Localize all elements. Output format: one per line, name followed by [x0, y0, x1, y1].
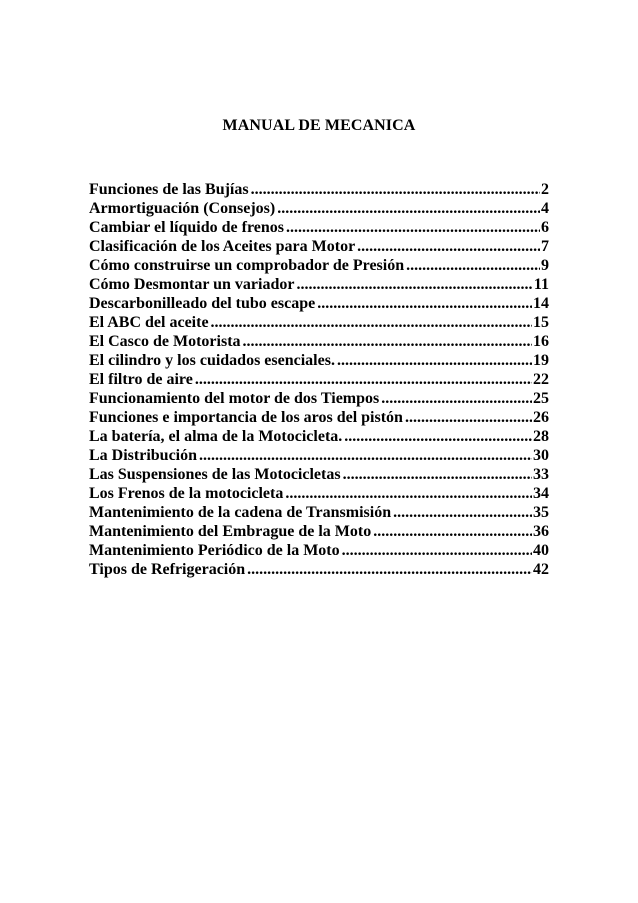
toc-entry-page: 25 [533, 390, 549, 407]
document-title: MANUAL DE MECANICA [222, 117, 416, 134]
toc-dot-leader [243, 332, 532, 351]
toc-entry-page: 11 [533, 276, 549, 293]
toc-entry-title: Clasificación de los Aceites para Motor [89, 238, 356, 255]
toc-entry[interactable] [89, 408, 549, 427]
toc-entry-page: 35 [533, 504, 549, 521]
toc-entry-page: 9 [541, 257, 549, 274]
toc-entry-title: Funcionamiento del motor de dos Tiempos [89, 390, 380, 407]
toc-dot-leader [337, 351, 532, 370]
toc-entry-page: 14 [533, 295, 549, 312]
toc-dot-leader [344, 427, 532, 446]
toc-entry[interactable] [89, 180, 549, 199]
toc-entry[interactable] [89, 313, 549, 332]
toc-entry[interactable] [89, 237, 549, 256]
toc-entry[interactable] [89, 484, 549, 503]
toc-entry[interactable] [89, 522, 549, 541]
toc-dot-leader [195, 370, 532, 389]
toc-entry-page: 28 [533, 428, 549, 445]
toc-entry-page: 42 [533, 561, 549, 578]
toc-entry[interactable] [89, 465, 549, 484]
toc-dot-leader [199, 446, 532, 465]
toc-entry[interactable] [89, 332, 549, 351]
toc-entry[interactable] [89, 427, 549, 446]
toc-entry-page: 19 [533, 352, 549, 369]
toc-entry[interactable] [89, 256, 549, 275]
toc-dot-leader [357, 237, 540, 256]
toc-entry-page: 34 [533, 485, 549, 502]
toc-entry[interactable] [89, 294, 549, 313]
toc-entry-page: 2 [541, 181, 549, 198]
toc-dot-leader [251, 180, 540, 199]
toc-dot-leader [247, 560, 532, 579]
toc-dot-leader [296, 275, 532, 294]
toc-dot-leader [211, 313, 532, 332]
toc-entry-page: 15 [533, 314, 549, 331]
toc-dot-leader [381, 389, 532, 408]
toc-entry-page: 36 [533, 523, 549, 540]
toc-entry[interactable] [89, 199, 549, 218]
toc-entry-page: 26 [533, 409, 549, 426]
toc-entry-title: El filtro de aire [89, 371, 193, 388]
toc-entry-title: Armortiguación (Consejos) [89, 200, 276, 217]
toc-entry-page: 40 [533, 542, 549, 559]
toc-entry-title: Cambiar el líquido de frenos [89, 219, 284, 236]
toc-entry-page: 16 [533, 333, 549, 350]
toc-entry-title: Mantenimiento de la cadena de Transmisión [89, 504, 392, 521]
toc-entry-title: Descarbonilleado del tubo escape [89, 295, 316, 312]
toc-entry-title: El Casco de Motorista [89, 333, 241, 350]
toc-entry-page: 33 [533, 466, 549, 483]
toc-entry-page: 22 [533, 371, 549, 388]
toc-entry-title: Funciones e importancia de los aros del pistón [89, 409, 403, 426]
toc-dot-leader [277, 199, 540, 218]
toc-entry-title: Mantenimiento del Embrague de la Moto [89, 523, 372, 540]
toc-dot-leader [393, 503, 532, 522]
toc-entry-title: Los Frenos de la motocicleta [89, 485, 284, 502]
toc-entry-page: 4 [541, 200, 549, 217]
toc-entry-page: 30 [533, 447, 549, 464]
toc-entry[interactable] [89, 446, 549, 465]
toc-entry-title: Tipos de Refrigeración [89, 561, 246, 578]
toc-entry-title: Cómo Desmontar un variador [89, 276, 295, 293]
toc-entry-title: El ABC del aceite [89, 314, 209, 331]
toc-entry[interactable] [89, 560, 549, 579]
toc-entry[interactable] [89, 370, 549, 389]
toc-dot-leader [285, 484, 532, 503]
toc-dot-leader [406, 256, 540, 275]
toc-dot-leader [317, 294, 532, 313]
toc-entry-page: 6 [541, 219, 549, 236]
toc-entry-title: El cilindro y los cuidados esenciales. [89, 352, 335, 369]
table-of-contents [89, 180, 549, 579]
toc-entry-title: Las Suspensiones de las Motocicletas [89, 466, 341, 483]
toc-entry[interactable] [89, 389, 549, 408]
toc-dot-leader [373, 522, 532, 541]
toc-dot-leader [342, 541, 532, 560]
toc-entry-title: Funciones de las Bujías [89, 181, 249, 198]
toc-entry[interactable] [89, 503, 549, 522]
toc-entry-page: 7 [541, 238, 549, 255]
toc-dot-leader [343, 465, 532, 484]
toc-dot-leader [405, 408, 532, 427]
toc-entry[interactable] [89, 275, 549, 294]
toc-entry-title: Cómo construirse un comprobador de Presión [89, 257, 405, 274]
toc-entry-title: La batería, el alma de la Motocicleta. [89, 428, 343, 445]
toc-entry-title: Mantenimiento Periódico de la Moto [89, 542, 340, 559]
toc-entry[interactable] [89, 541, 549, 560]
toc-entry-title: La Distribución [89, 447, 198, 464]
toc-entry[interactable] [89, 218, 549, 237]
toc-dot-leader [286, 218, 540, 237]
toc-entry[interactable] [89, 351, 549, 370]
